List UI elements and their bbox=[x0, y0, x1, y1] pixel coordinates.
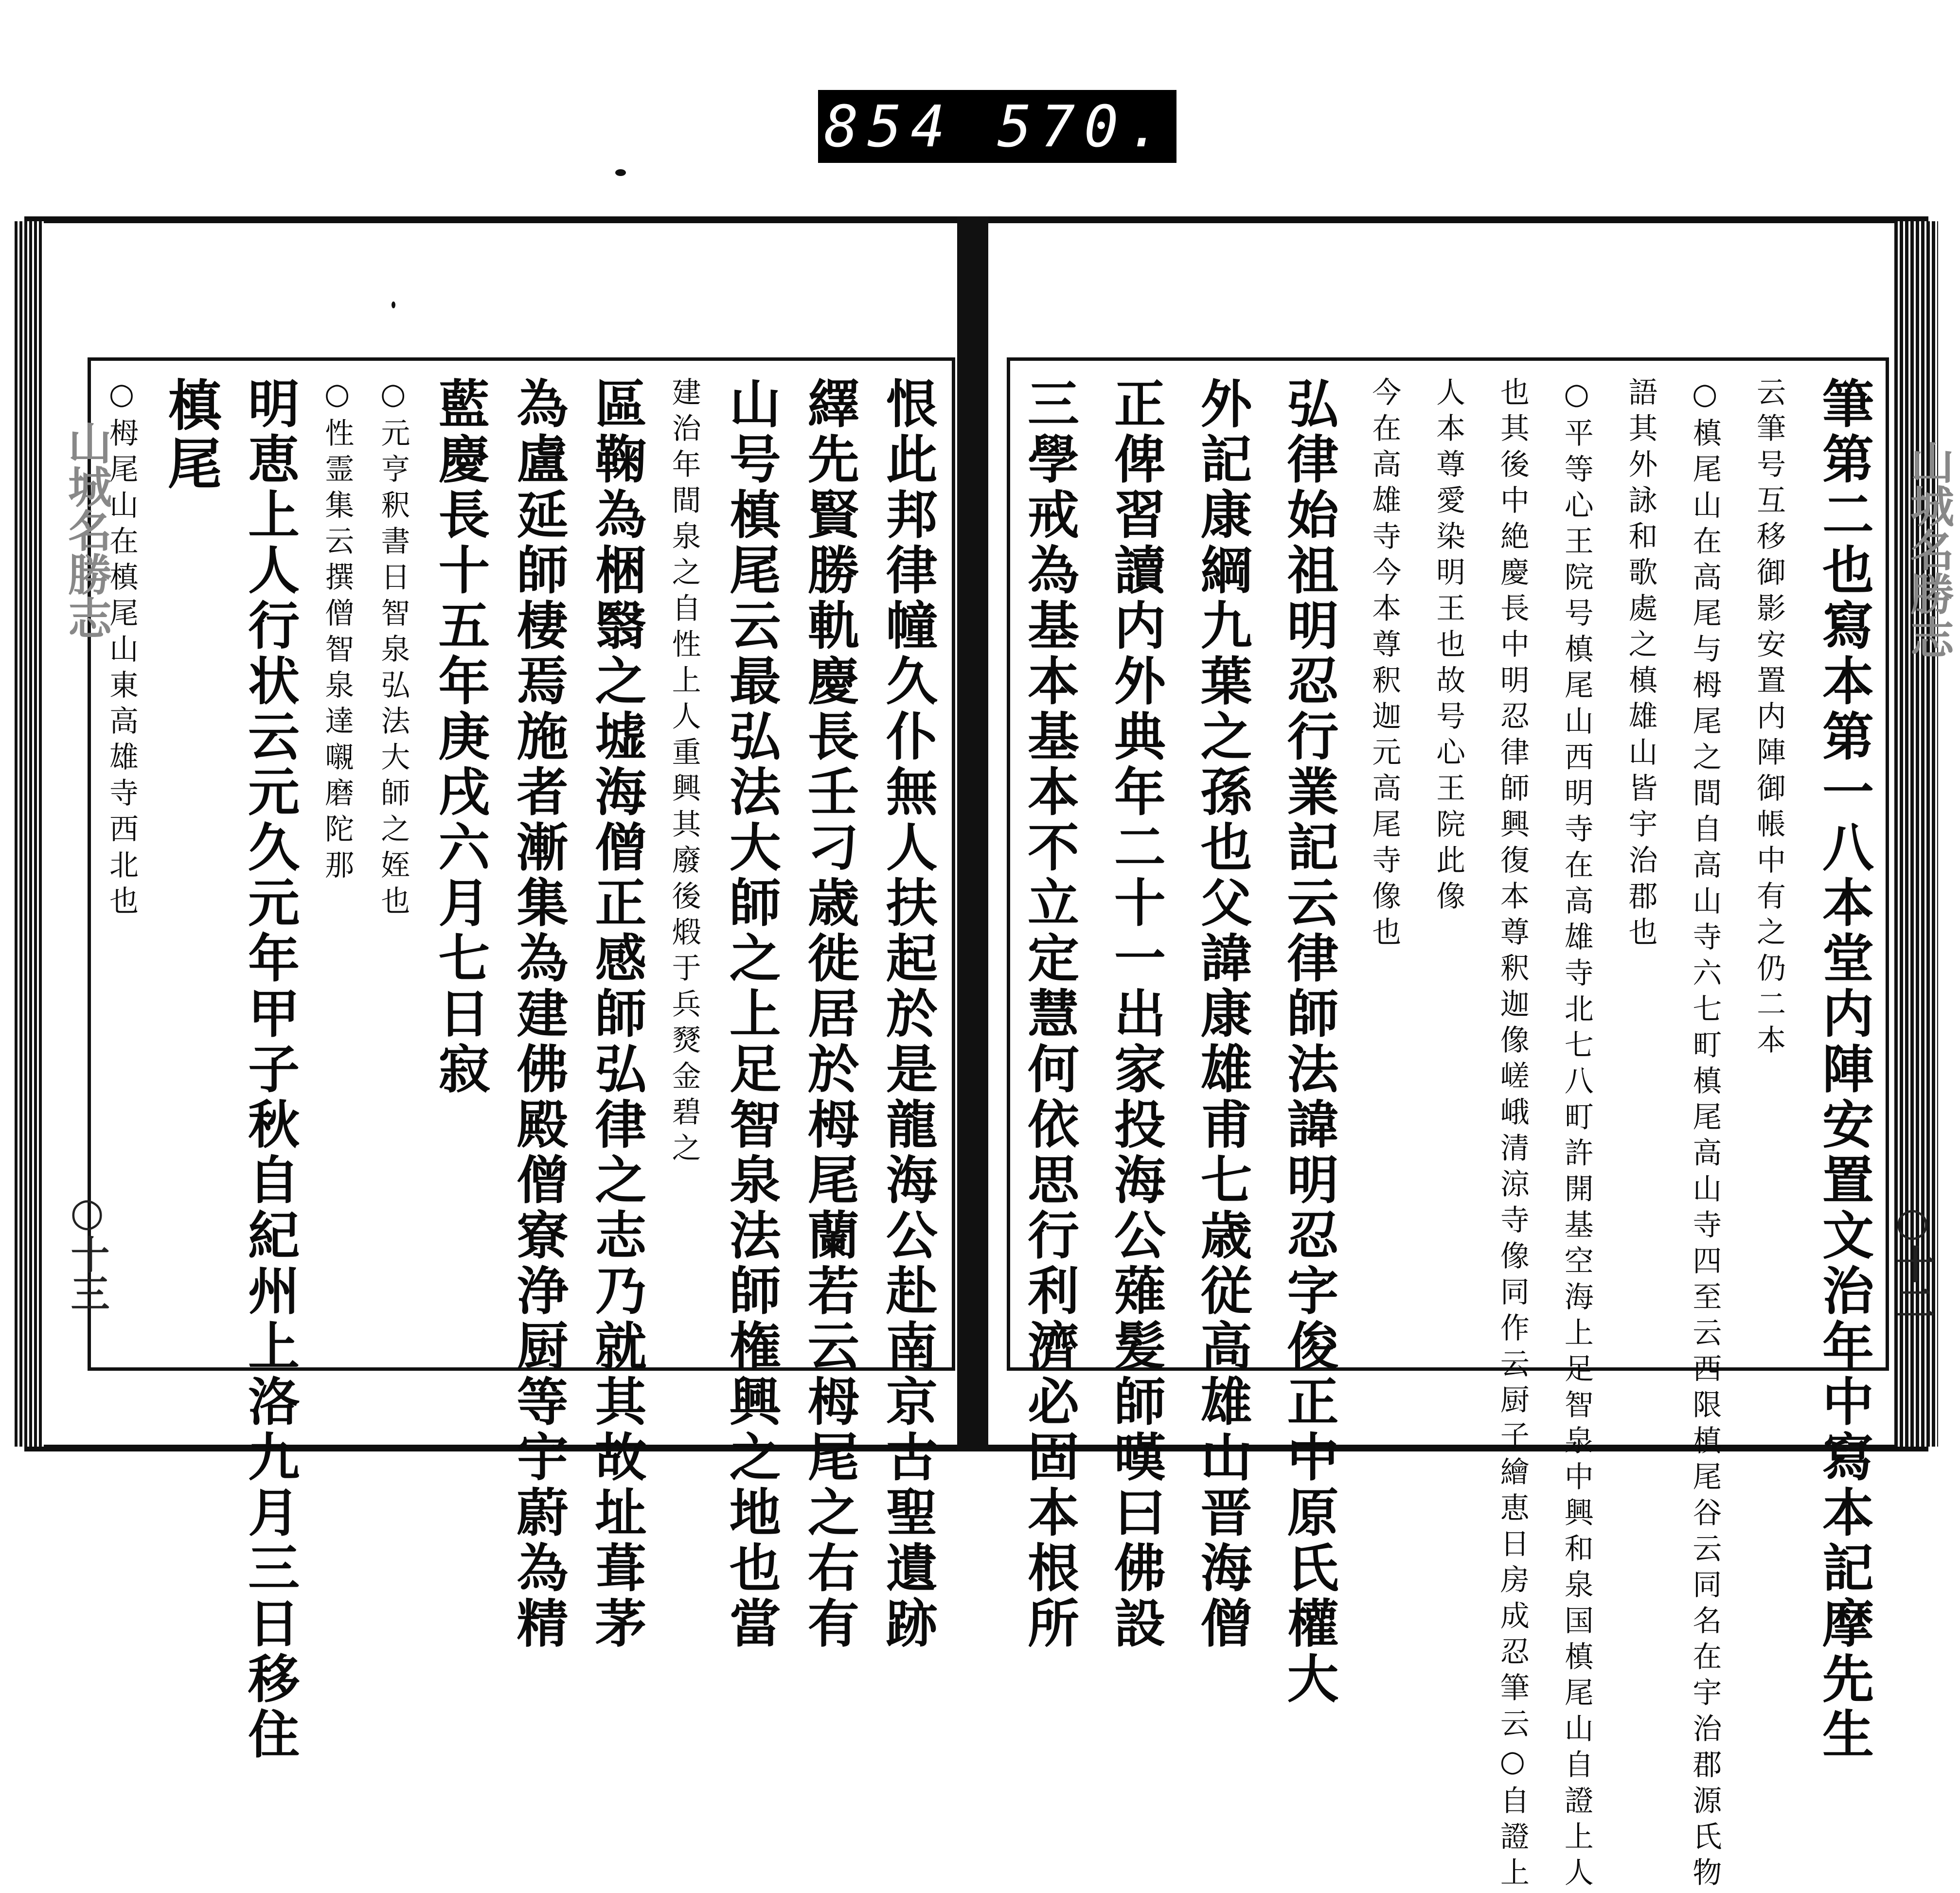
book-gutter bbox=[957, 216, 988, 1451]
text-column: 恨此邦律幢久仆無人扶起於是龍海公赴南京古聖遺跡 bbox=[877, 377, 939, 1652]
text-column: ○栂尾山在槙尾山東高雄寺西北也 bbox=[105, 377, 139, 921]
left-text-columns bbox=[105, 377, 939, 1763]
text-column: 筆第二也寫本第一八本堂内陣安置文治年中寫本記摩先生 bbox=[1814, 377, 1875, 1763]
text-column: ○元亨釈書日智泉弘法大師之姪也 bbox=[376, 377, 410, 921]
text-column: 槙尾 bbox=[159, 377, 223, 494]
text-column: ○槙尾山在高尾与栂尾之間自高山寺六七町槙尾高山寺四至云西限槙尾谷云同名在宇治郡源氏物 bbox=[1688, 377, 1722, 1893]
text-column: 語其外詠和歌處之槙雄山皆宇治郡也 bbox=[1623, 377, 1658, 953]
text-column: 繹先賢勝軌慶長壬刁歳徙居於栂尾蘭若云栂尾之右有 bbox=[799, 377, 860, 1652]
text-column: 為盧延師棲焉施者漸集為建佛殿僧寮浄厨等宇蔚為精 bbox=[508, 377, 570, 1652]
text-column: 建治年間泉之自性上人重興其廢後煅于兵燹金碧之 bbox=[667, 377, 701, 1168]
right-text-columns bbox=[1019, 377, 1875, 1893]
text-column: 藍慶長十五年庚戌六月七日寂 bbox=[430, 377, 491, 1097]
text-column: ○性霊集云撰僧智泉達嚫磨陀那 bbox=[320, 377, 355, 885]
text-column: 明恵上人行状云元久元年甲子秋自紀州上洛九月三日移住 bbox=[240, 377, 301, 1763]
text-column: 也其後中絶慶長中明忍律師興復本尊釈迦像嵯峨清涼寺像同作云厨子繪恵日房成忍筆云○自證上 bbox=[1495, 377, 1530, 1893]
left-running-head: 山城名勝志 bbox=[60, 421, 112, 639]
ink-speck bbox=[615, 169, 626, 176]
ink-speck bbox=[392, 301, 395, 308]
open-book bbox=[15, 216, 1954, 1893]
text-column: 正俾習讀内外典年二十一出家投海公薙髪師嘆曰佛設 bbox=[1105, 377, 1167, 1652]
text-column: 云筆号互移御影安置内陣御帳中有之仍二本 bbox=[1752, 377, 1786, 1061]
right-running-head: 山城名勝志 bbox=[1903, 440, 1954, 659]
left-page-edge bbox=[15, 221, 44, 1447]
text-column: 山号槙尾云最弘法大師之上足智泉法師権興之地也當 bbox=[721, 377, 782, 1652]
text-column: 三學戒為基本基本不立定慧何依思行利濟必固本根所 bbox=[1019, 377, 1080, 1652]
text-column: 外記康綱九葉之孫也父諱康雄甫七歳従高雄山晋海僧 bbox=[1192, 377, 1253, 1652]
text-column: 人本尊愛染明王也故号心王院此像 bbox=[1431, 377, 1466, 917]
right-folio: ○十二 bbox=[1889, 1199, 1935, 1322]
catalog-stamp bbox=[818, 90, 1176, 163]
left-folio: ○十三 bbox=[64, 1189, 110, 1312]
text-column: 今在高雄寺今本尊釈迦元高尾寺像也 bbox=[1367, 377, 1402, 953]
text-column: 區鞠為梱翳之墟海僧正感師弘律之志乃就其故址葺茅 bbox=[587, 377, 648, 1652]
text-column: 弘律始祖明忍行業記云律師法諱明忍字俊正中原氏權大 bbox=[1279, 377, 1340, 1707]
text-column: ○平等心王院号槙尾山西明寺在高雄寺北七八町許開基空海上足智泉中興和泉国槙尾山自證上人 bbox=[1559, 377, 1594, 1893]
catalog-number: 854 570. bbox=[824, 93, 1171, 160]
